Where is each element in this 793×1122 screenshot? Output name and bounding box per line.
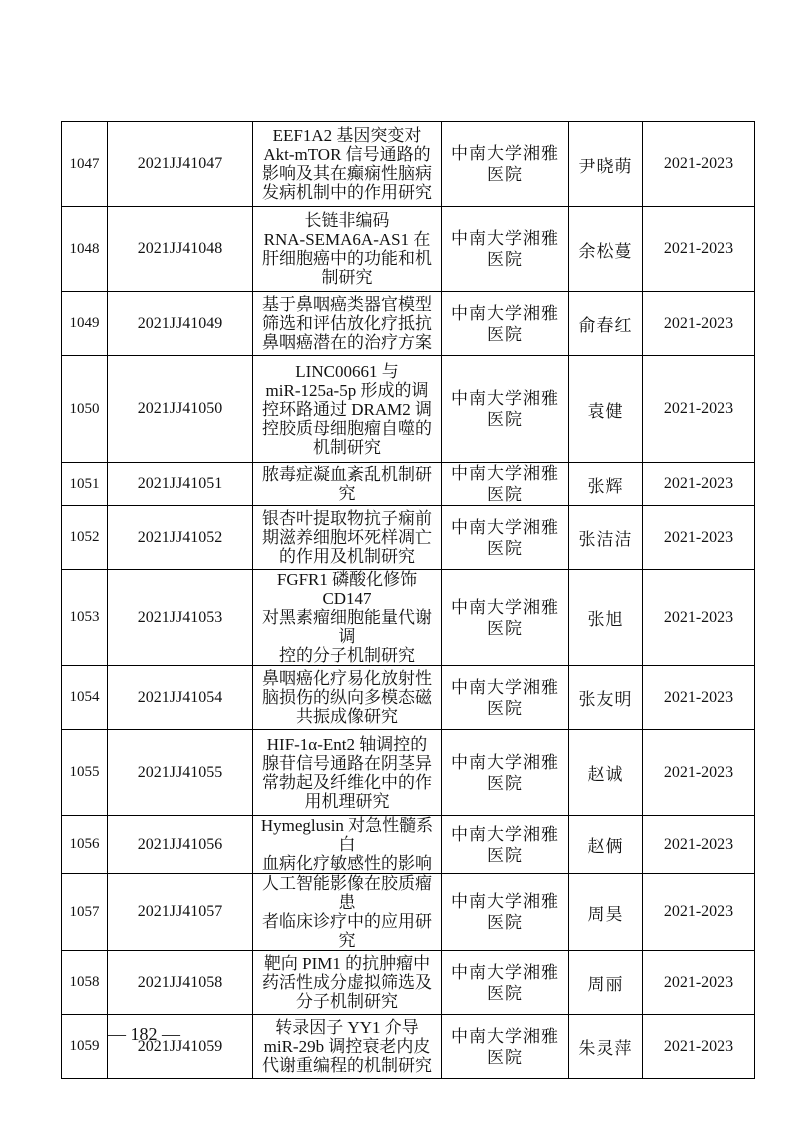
- institution-cell: [442, 666, 569, 730]
- project-code-cell: 2021JJ41051: [108, 463, 253, 506]
- project-title-cell-line: 鼻咽癌化疗易化放射性: [262, 669, 432, 688]
- project-title-cell-line: 影响及其在癫痫性脑病: [262, 164, 432, 183]
- institution-cell-line: 医院: [487, 618, 523, 638]
- table-row: [62, 730, 755, 816]
- project-code-cell: 2021JJ41054: [108, 666, 253, 730]
- institution-cell-line: 医院: [487, 538, 523, 558]
- project-title-cell-line: 机制研究: [313, 437, 381, 457]
- project-title-cell-line: 代谢重编程的机制研究: [262, 1056, 432, 1075]
- project-title-cell-line: 期滋养细胞坏死样凋亡: [262, 528, 432, 547]
- project-title-cell-line: 常勃起及纤维化中的作: [262, 772, 432, 792]
- project-title-cell-line: 发病机制中的作用研究: [262, 183, 432, 202]
- row-number-cell: 1056: [62, 816, 108, 874]
- project-period-cell: 2021-2023: [643, 951, 755, 1015]
- row-number-cell: 1047: [62, 122, 108, 207]
- institution-cell: [442, 122, 569, 207]
- project-period-cell: 2021-2023: [643, 356, 755, 463]
- project-title-cell-line: Akt-mTOR 信号通路的: [263, 145, 431, 164]
- page-number: — 182 —: [108, 1024, 180, 1044]
- project-title-cell: [253, 951, 442, 1015]
- project-title-cell-line: RNA-SEMA6A-AS1 在: [263, 230, 431, 249]
- principal-investigator-cell: 俞春红: [569, 292, 643, 356]
- row-number-cell: 1051: [62, 463, 108, 506]
- project-title-cell-line: 药活性成分虚拟筛选及: [262, 973, 432, 992]
- institution-cell: [442, 207, 569, 292]
- project-title-cell: [253, 874, 442, 951]
- project-period-cell: 2021-2023: [643, 666, 755, 730]
- principal-investigator-cell: 尹晓萌: [569, 122, 643, 207]
- table-row: [62, 292, 755, 356]
- table-row: [62, 666, 755, 730]
- project-title-cell-line: Hymeglusin 对急性髓系白: [260, 816, 434, 854]
- project-code-cell: 2021JJ41052: [108, 506, 253, 570]
- row-number-cell: 1055: [62, 730, 108, 816]
- project-code-cell: 2021JJ41056: [108, 816, 253, 874]
- institution-cell-line: 中南大学湘雅: [451, 229, 559, 248]
- project-code-cell: 2021JJ41050: [108, 356, 253, 463]
- project-period-cell: 2021-2023: [643, 730, 755, 816]
- project-title-cell: [253, 666, 442, 730]
- project-title-cell: [253, 292, 442, 356]
- project-title-cell-line: 血病化疗敏感性的影响: [262, 854, 432, 873]
- row-number-cell: 1054: [62, 666, 108, 730]
- project-code-cell: 2021JJ41055: [108, 730, 253, 816]
- project-title-cell-line: 长链非编码: [304, 211, 390, 230]
- institution-cell-line: 医院: [487, 698, 523, 718]
- project-title-cell-line: 筛选和评估放化疗抵抗: [262, 314, 432, 333]
- institution-cell: [442, 356, 569, 463]
- row-number-cell: 1057: [62, 874, 108, 951]
- project-title-cell-line: 对黑素瘤细胞能量代谢调: [262, 608, 432, 646]
- row-number-cell: 1053: [62, 570, 108, 666]
- project-title-cell-line: 靶向 PIM1 的抗肿瘤中: [263, 954, 431, 973]
- project-code-cell: 2021JJ41057: [108, 874, 253, 951]
- table-row: [62, 122, 755, 207]
- project-title-cell-line: 基于鼻咽癌类器官模型: [262, 295, 432, 314]
- project-code-cell: 2021JJ41049: [108, 292, 253, 356]
- institution-cell-line: 中南大学湘雅: [451, 824, 559, 844]
- institution-cell: [442, 874, 569, 951]
- project-title-cell-line: 控胶质母细胞瘤自噬的: [262, 418, 432, 438]
- institution-cell: [442, 1015, 569, 1079]
- project-code-cell: 2021JJ41058: [108, 951, 253, 1015]
- project-code-cell: 2021JJ41053: [108, 570, 253, 666]
- project-title-cell-line: 肝细胞癌中的功能和机: [262, 249, 432, 268]
- institution-cell-line: 中南大学湘雅: [451, 962, 559, 982]
- project-period-cell: 2021-2023: [643, 1015, 755, 1079]
- institution-cell-line: 中南大学湘雅: [451, 517, 559, 537]
- institution-cell-line: 中南大学湘雅: [451, 597, 559, 617]
- project-title-cell-line: 转录因子 YY1 介导: [275, 1018, 419, 1037]
- project-title-cell-line: EEF1A2 基因突变对: [272, 126, 422, 145]
- project-period-cell: 2021-2023: [643, 122, 755, 207]
- project-title-cell: [253, 122, 442, 207]
- project-title-cell-line: 的作用及机制研究: [279, 547, 415, 566]
- institution-cell-line: 医院: [487, 485, 523, 504]
- project-period-cell: 2021-2023: [643, 463, 755, 506]
- project-title-cell-line: 银杏叶提取物抗子痫前: [262, 509, 432, 528]
- table-row: [62, 951, 755, 1015]
- institution-cell: [442, 292, 569, 356]
- project-title-cell-line: miR-125a-5p 形成的调: [265, 380, 429, 400]
- project-period-cell: 2021-2023: [643, 207, 755, 292]
- project-title-cell-line: 人工智能影像在胶质瘤患: [262, 874, 432, 912]
- project-period-cell: 2021-2023: [643, 292, 755, 356]
- table-row: [62, 207, 755, 292]
- project-table: [61, 121, 755, 1079]
- project-title-cell: [253, 207, 442, 292]
- table-row: [62, 570, 755, 666]
- institution-cell-line: 中南大学湘雅: [451, 303, 559, 323]
- institution-cell: [442, 570, 569, 666]
- table-row: [62, 816, 755, 874]
- institution-cell-line: 医院: [487, 983, 523, 1003]
- project-title-cell: [253, 356, 442, 463]
- principal-investigator-cell: 余松蔓: [569, 207, 643, 292]
- project-title-cell: [253, 1015, 442, 1079]
- principal-investigator-cell: 张友明: [569, 666, 643, 730]
- project-title-cell-line: 鼻咽癌潜在的治疗方案: [262, 333, 432, 352]
- principal-investigator-cell: 朱灵萍: [569, 1015, 643, 1079]
- project-code-cell: 2021JJ41048: [108, 207, 253, 292]
- project-title-cell-line: LINC00661 与: [295, 361, 399, 381]
- table-row: [62, 356, 755, 463]
- project-title-cell: [253, 570, 442, 666]
- table-row: [62, 506, 755, 570]
- project-title-cell-line: 脑损伤的纵向多模态磁: [262, 688, 432, 707]
- row-number-cell: 1058: [62, 951, 108, 1015]
- project-code-cell: 2021JJ41047: [108, 122, 253, 207]
- project-title-cell-line: 用机理研究: [304, 791, 390, 811]
- institution-cell-line: 医院: [487, 165, 523, 184]
- project-title-cell-line: 脓毒症凝血紊乱机制研究: [262, 465, 432, 503]
- institution-cell: [442, 951, 569, 1015]
- project-title-cell-line: 控的分子机制研究: [279, 646, 415, 665]
- table-body: [62, 122, 755, 1079]
- institution-cell-line: 医院: [487, 845, 523, 865]
- table-row: [62, 463, 755, 506]
- project-title-cell-line: FGFR1 磷酸化修饰 CD147: [276, 570, 418, 608]
- institution-cell-line: 中南大学湘雅: [451, 892, 559, 911]
- principal-investigator-cell: 周昊: [569, 874, 643, 951]
- institution-cell-line: 医院: [487, 1047, 523, 1067]
- principal-investigator-cell: 赵诚: [569, 730, 643, 816]
- row-number-cell: 1059: [62, 1015, 108, 1079]
- institution-cell-line: 中南大学湘雅: [451, 752, 559, 772]
- project-period-cell: 2021-2023: [643, 816, 755, 874]
- row-number-cell: 1050: [62, 356, 108, 463]
- project-code-cell: 2021JJ41059: [108, 1015, 253, 1079]
- institution-cell-line: 中南大学湘雅: [451, 389, 559, 408]
- principal-investigator-cell: 张辉: [569, 463, 643, 506]
- row-number-cell: 1048: [62, 207, 108, 292]
- project-title-cell-line: 控环路通过 DRAM2 调: [261, 399, 432, 419]
- institution-cell: [442, 506, 569, 570]
- project-period-cell: 2021-2023: [643, 506, 755, 570]
- institution-cell-line: 中南大学湘雅: [451, 464, 559, 483]
- project-title-cell: [253, 506, 442, 570]
- institution-cell-line: 中南大学湘雅: [451, 677, 559, 697]
- institution-cell-line: 医院: [487, 324, 523, 344]
- institution-cell-line: 医院: [487, 913, 523, 932]
- institution-cell-line: 医院: [487, 773, 523, 793]
- principal-investigator-cell: 周丽: [569, 951, 643, 1015]
- principal-investigator-cell: 张洁洁: [569, 506, 643, 570]
- row-number-cell: 1049: [62, 292, 108, 356]
- principal-investigator-cell: 张旭: [569, 570, 643, 666]
- table-row: [62, 874, 755, 951]
- institution-cell-line: 中南大学湘雅: [451, 144, 559, 163]
- project-period-cell: 2021-2023: [643, 874, 755, 951]
- project-title-cell-line: 分子机制研究: [296, 992, 398, 1011]
- project-title-cell: [253, 730, 442, 816]
- project-title-cell: [253, 463, 442, 506]
- project-period-cell: 2021-2023: [643, 570, 755, 666]
- project-title-cell-line: 共振成像研究: [296, 707, 398, 726]
- institution-cell-line: 中南大学湘雅: [451, 1026, 559, 1046]
- principal-investigator-cell: 赵俩: [569, 816, 643, 874]
- project-title-cell-line: HIF-1α-Ent2 轴调控的: [266, 734, 428, 754]
- project-title-cell-line: 制研究: [321, 268, 373, 287]
- project-title-cell-line: 者临床诊疗中的应用研究: [262, 912, 432, 950]
- project-title-cell-line: miR-29b 调控衰老内皮: [263, 1037, 431, 1056]
- principal-investigator-cell: 袁健: [569, 356, 643, 463]
- row-number-cell: 1052: [62, 506, 108, 570]
- institution-cell: [442, 730, 569, 816]
- institution-cell-line: 医院: [487, 410, 523, 429]
- institution-cell-line: 医院: [487, 250, 523, 269]
- project-title-cell-line: 腺苷信号通路在阴茎异: [262, 753, 432, 773]
- institution-cell: [442, 463, 569, 506]
- project-title-cell: [253, 816, 442, 874]
- institution-cell: [442, 816, 569, 874]
